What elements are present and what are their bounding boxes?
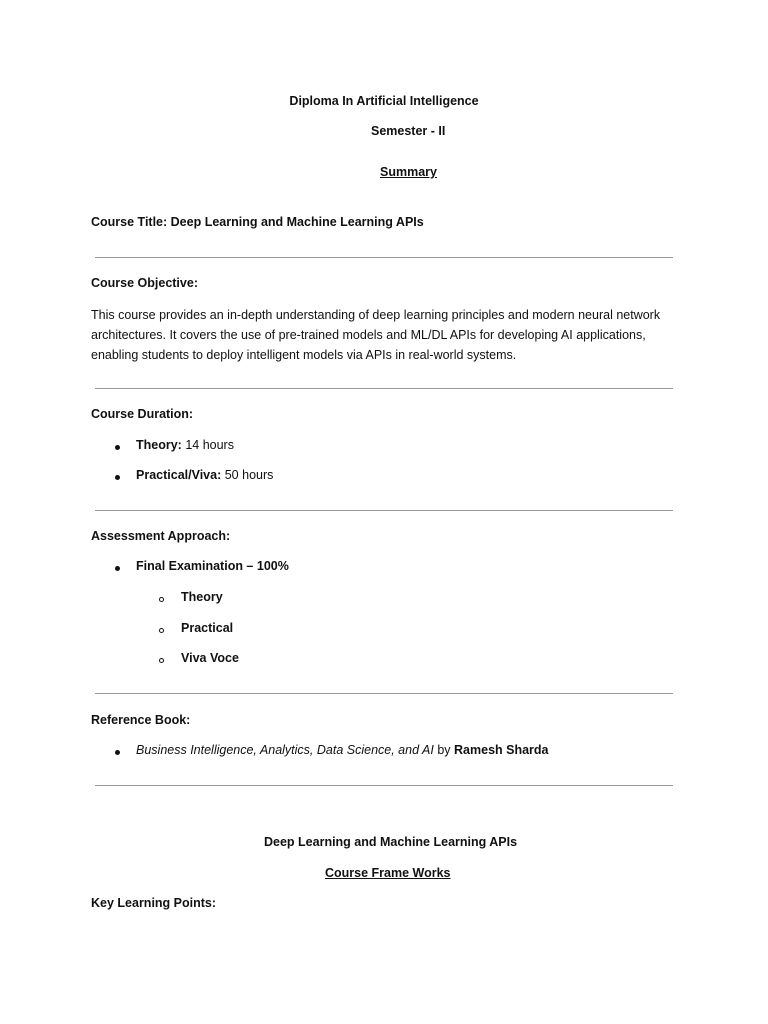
objective-paragraph [91,305,691,365]
sub-bullet-icon [159,658,164,663]
assessment-sub-item: Theory [181,590,223,604]
duration-item-practical [136,468,273,482]
sub-bullet-icon [159,597,164,602]
objective-line: enabling students to deploy intelligent models via APIs in real-world systems. [91,348,517,362]
assessment-sub-item: Viva Voce [181,651,239,665]
reference-by: by [437,743,451,757]
assessment-main-item: Final Examination – 100% [136,559,289,573]
course-title-value: Deep Learning and Machine Learning APIs [170,215,424,229]
course-title-line [91,215,424,229]
objective-line: architectures. It covers the use of pre-trained models and ML/DL APIs for developing AI applications, [91,328,646,342]
summary-heading: Summary [380,165,437,179]
assessment-sub-item: Practical [181,621,234,635]
bullet-icon [115,445,120,450]
reference-book-title: Business Intelligence, Analytics, Data Science, and AI [136,743,434,757]
document-title [0,94,768,108]
assessment-heading: Assessment Approach: [91,529,231,543]
sub-bullet-icon [159,628,164,633]
section-divider [95,785,673,786]
framework-title: Deep Learning and Machine Learning APIs [264,835,518,849]
bullet-icon [115,475,120,480]
section-divider [95,510,673,511]
duration-item-label: Practical/Viva: [136,468,222,482]
section-divider [95,388,673,389]
duration-item-theory [136,438,234,452]
bullet-icon [115,750,120,755]
duration-item-value: 50 hours [224,468,274,482]
course-title-label: Course Title: [91,215,168,229]
objective-line: This course provides an in-depth understanding of deep learning principles and modern neural network [91,308,661,322]
key-points-heading: Key Learning Points: [91,896,217,910]
reference-item [136,743,549,757]
duration-item-value: 14 hours [185,438,234,452]
document-title-text: Diploma In Artificial Intelligence [289,94,479,108]
bullet-icon [115,566,120,571]
section-divider [95,693,673,694]
reference-author: Ramesh Sharda [454,743,549,757]
section-divider [95,257,673,258]
semester-label: Semester - II [371,124,446,138]
duration-heading: Course Duration: [91,407,194,421]
objective-heading: Course Objective: [91,276,198,290]
duration-item-label: Theory: [136,438,182,452]
framework-subtitle: Course Frame Works [325,866,451,880]
reference-heading: Reference Book: [91,713,191,727]
